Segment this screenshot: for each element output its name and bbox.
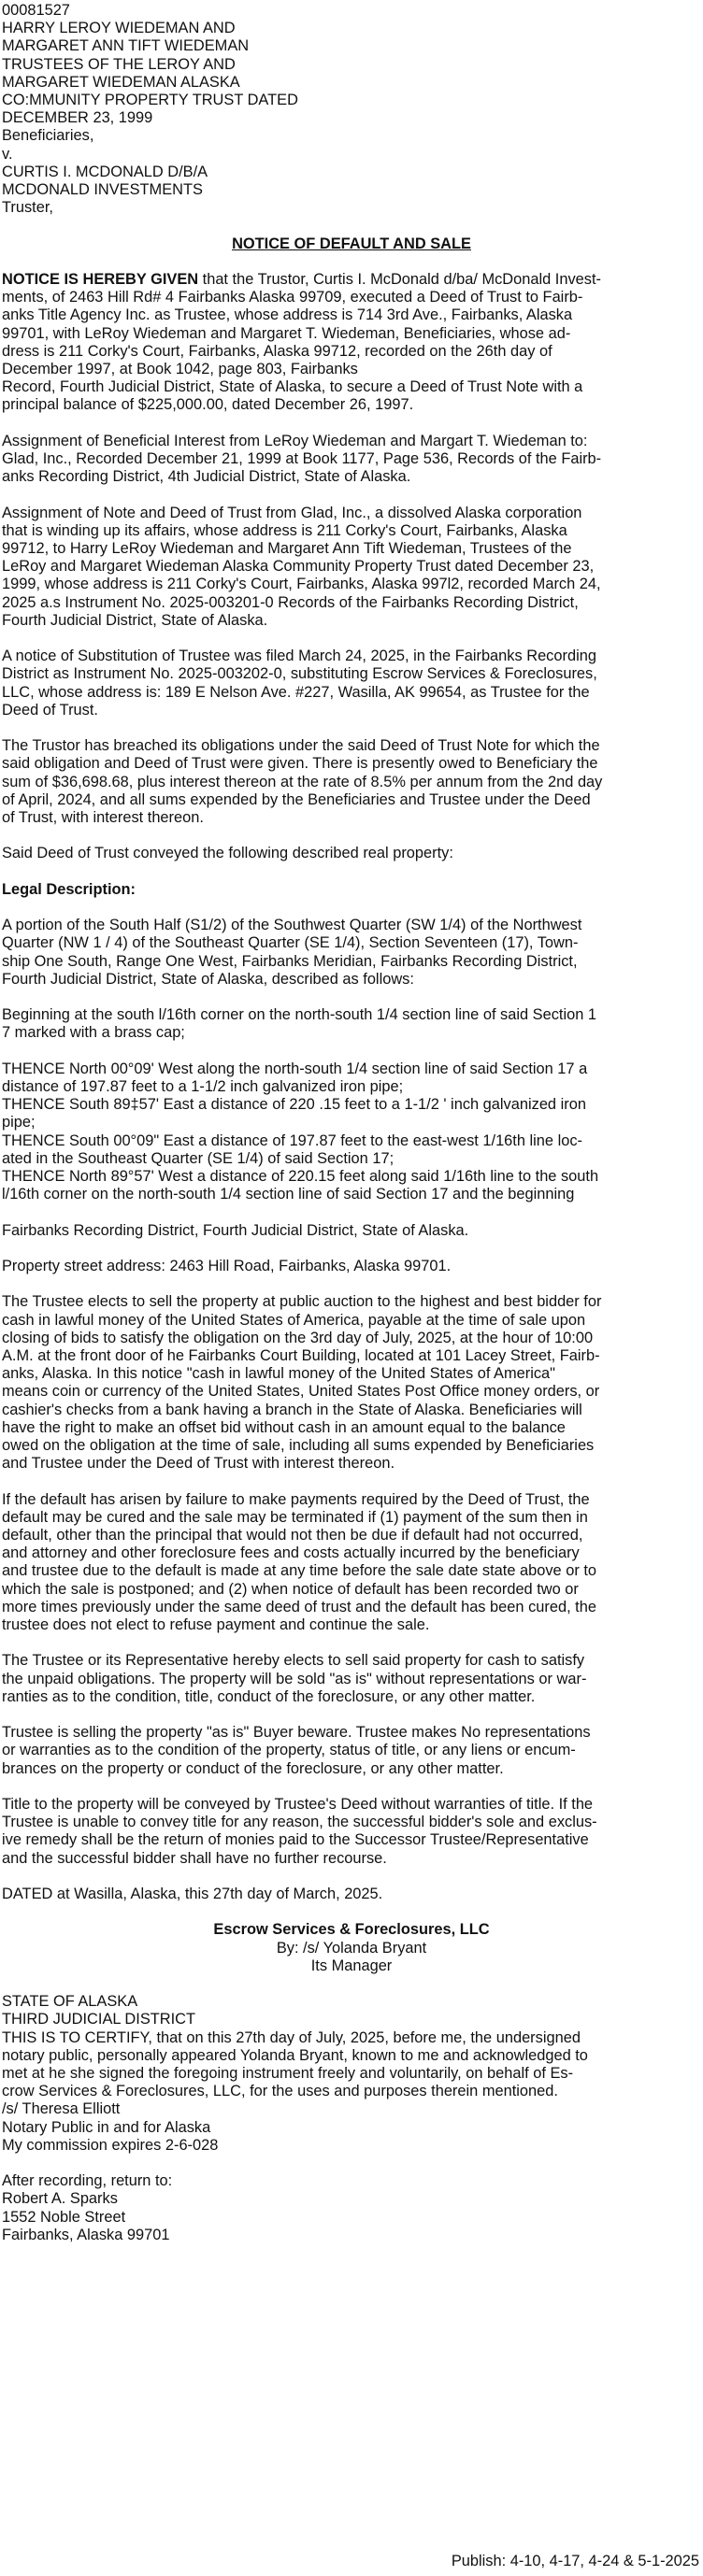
- caption-line: DECEMBER 23, 1999: [2, 109, 153, 127]
- paragraph-line: ive remedy shall be the return of monies paid to the Successor Trustee/Representative: [2, 1831, 589, 1849]
- paragraph-line: distance of 197.87 feet to a 1-1/2 inch galvanized iron pipe;: [2, 1078, 404, 1096]
- caption-line: HARRY LEROY WIEDEMAN AND: [2, 20, 236, 37]
- paragraph-line: Fourth Judicial District, State of Alaska.: [2, 611, 268, 629]
- paragraph-line: 7 marked with a brass cap;: [2, 1024, 185, 1042]
- paragraph-line: Title to the property will be conveyed by Trustee's Deed without warranties of title. If the: [2, 1796, 594, 1814]
- paragraph-line: Quarter (NW 1 / 4) of the Southeast Quarter (SE 1/4), Section Seventeen (17), Town-: [2, 934, 579, 952]
- signature-block: [2, 1921, 701, 1975]
- conveyed-statement: Said Deed of Trust conveyed the following described real property:: [2, 845, 453, 862]
- intro-lead: NOTICE IS HEREBY GIVEN: [2, 271, 199, 289]
- notary-line: met at he she signed the foregoing instrument freely and voluntarily, on behalf of Es-: [2, 2065, 574, 2083]
- legal-description-paragraph: [2, 917, 701, 989]
- paragraph-line: default may be cured and the sale may be terminated if (1) payment of the sum then in: [2, 1508, 588, 1526]
- intro-line: principal balance of $225,000.00, dated December 26, 1997.: [2, 396, 414, 414]
- notary-line: THIS IS TO CERTIFY, that on this 27th day of July, 2025, before me, the undersigned: [2, 2028, 581, 2046]
- paragraph-line: A notice of Substitution of Trustee was filed March 24, 2025, in the Fairbanks Recording: [2, 648, 596, 665]
- paragraph-line: default, other than the principal that would not then be due if default had not occurred,: [2, 1527, 583, 1544]
- intro-line: December 1997, at Book 1042, page 803, Fairbanks: [2, 361, 358, 378]
- paragraph-line: more times previously under the same deed of trust and the default has been cured, the: [2, 1598, 596, 1615]
- paragraph-line: If the default has arisen by failure to make payments required by the Deed of Trust, the: [2, 1490, 590, 1508]
- paragraph-line: the unpaid obligations. The property will be sold "as is" without representations or war-: [2, 1670, 587, 1687]
- paragraph-line: brances on the property or conduct of the foreclosure, or any other matter.: [2, 1759, 504, 1777]
- paragraph-line: THENCE North 89°57' West a distance of 220.15 feet along said 1/16th line to the south: [2, 1168, 599, 1186]
- notary-block: [2, 1993, 701, 2155]
- paragraph-line: of Trust, with interest thereon.: [2, 809, 204, 827]
- caption-line: MCDONALD INVESTMENTS: [2, 181, 203, 199]
- return-line: Fairbanks, Alaska 99701: [2, 2226, 170, 2243]
- paragraph-line: cashier's checks from a bank having a branch in the State of Alaska. Beneficiaries will: [2, 1401, 582, 1418]
- signature-role: Its Manager: [310, 1957, 393, 1974]
- paragraph-line: Deed of Trust.: [2, 701, 98, 719]
- paragraph-line: THENCE South 89‡57' East a distance of 220 .15 feet to a 1-1/2 ' inch galvanized iron: [2, 1096, 586, 1114]
- recording-district: Fairbanks Recording District, Fourth Judicial District, State of Alaska.: [2, 1221, 469, 1239]
- paragraph-line: Beginning at the south l/16th corner on the north-south 1/4 section line of said Section 1: [2, 1006, 597, 1024]
- paragraph-line: owed on the obligation at the time of sale, including all sums expended by Beneficiaries: [2, 1437, 595, 1455]
- paragraph-line: anks Recording District, 4th Judicial District, State of Alaska.: [2, 468, 411, 486]
- caption-line: CO:MMUNITY PROPERTY TRUST DATED: [2, 92, 298, 109]
- signature-company: Escrow Services & Foreclosures, LLC: [213, 1921, 490, 1939]
- caption-line: Beneficiaries,: [2, 127, 94, 145]
- paragraph-line: ated in the Southeast Quarter (SE 1/4) of said Section 17;: [2, 1149, 395, 1167]
- paragraph-line: The Trustee or its Representative hereby elects to sell said property for cash to satisfy: [2, 1652, 585, 1670]
- paragraph-line: closing of bids to satisfy the obligation on the 3rd day of July, 2025, at the hour of 10:00: [2, 1329, 594, 1346]
- caption-line: v.: [2, 145, 13, 163]
- return-line: Robert A. Sparks: [2, 2190, 118, 2208]
- breach-paragraph: [2, 737, 701, 827]
- return-line: After recording, return to:: [2, 2172, 173, 2190]
- publish-dates: Publish: 4-10, 4-17, 4-24 & 5-1-2025: [451, 2552, 699, 2569]
- legal-description-heading: Legal Description:: [2, 880, 136, 898]
- paragraph-line: 1999, whose address is 211 Corky's Court, Fairbanks, Alaska 997l2, recorded March 24,: [2, 576, 601, 593]
- paragraph-line: THENCE South 00°09" East a distance of 197.87 feet to the east-west 1/16th line loc-: [2, 1131, 583, 1149]
- caption-line: TRUSTEES OF THE LEROY AND: [2, 55, 236, 73]
- paragraph-line: Assignment of Note and Deed of Trust from Glad, Inc., a dissolved Alaska corporation: [2, 504, 582, 521]
- paragraph-line: ranties as to the condition, title, conduct of the foreclosure, or any other matter.: [2, 1687, 536, 1705]
- paragraph-line: have the right to make an offset bid without cash in an amount equal to the balance: [2, 1418, 566, 1436]
- paragraph-line: ship One South, Range One West, Fairbanks Meridian, Fairbanks Recording District,: [2, 952, 578, 970]
- paragraph-line: LeRoy and Margaret Wiedeman Alaska Community Property Trust dated December 23,: [2, 558, 595, 576]
- caption-line: MARGARET WIEDEMAN ALASKA: [2, 73, 240, 91]
- return-line: 1552 Noble Street: [2, 2208, 126, 2226]
- paragraph-line: which the sale is postponed; and (2) when notice of default has been recorded two or: [2, 1580, 579, 1598]
- caption-line: MARGARET ANN TIFT WIEDEMAN: [2, 37, 250, 55]
- paragraph-line: or warranties as to the condition of the property, status of title, or any liens or encum-: [2, 1742, 576, 1759]
- sale-terms-paragraph: [2, 1293, 701, 1473]
- intro-line: dress is 211 Corky's Court, Fairbanks, Alaska 99712, recorded on the 26th day of: [2, 342, 552, 360]
- paragraph-line: THENCE North 00°09' West along the north-south 1/4 section line of said Section 17 a: [2, 1060, 588, 1077]
- caption-line: CURTIS I. MCDONALD D/B/A: [2, 163, 208, 180]
- return-address-block: [2, 2172, 701, 2244]
- paragraph-line: A portion of the South Half (S1/2) of the Southwest Quarter (SW 1/4) of the Northwest: [2, 917, 582, 934]
- courses-paragraph: [2, 1060, 701, 1204]
- intro-line: ments, of 2463 Hill Rd# 4 Fairbanks Alaska 99709, executed a Deed of Trust to Fairb-: [2, 289, 583, 306]
- paragraph-line: District as Instrument No. 2025-003202-0, substituting Escrow Services & Foreclosures,: [2, 665, 597, 683]
- substitution-paragraph: [2, 648, 701, 719]
- paragraph-line: anks, Alaska. In this notice "cash in lawful money of the United States of America": [2, 1365, 555, 1383]
- title-conveyance-paragraph: [2, 1796, 701, 1868]
- paragraph-line: The Trustee elects to sell the property at public auction to the highest and best bidder for: [2, 1293, 602, 1311]
- intro-line: anks Title Agency Inc. as Trustee, whose address is 714 3rd Ave., Fairbanks, Alaska: [2, 306, 573, 324]
- paragraph-line: 2025 a.s Instrument No. 2025-003201-0 Records of the Fairbanks Recording District,: [2, 593, 579, 611]
- notary-line: Notary Public in and for Alaska: [2, 2118, 211, 2136]
- paragraph-line: pipe;: [2, 1114, 36, 1131]
- beginning-paragraph: [2, 1006, 701, 1042]
- street-address: Property street address: 2463 Hill Road, Fairbanks, Alaska 99701.: [2, 1258, 452, 1275]
- paragraph-line: Trustee is unable to convey title for any reason, the successful bidder's sole and exclus-: [2, 1814, 597, 1831]
- paragraph-line: cash in lawful money of the United States of America, payable at the time of sale upon: [2, 1311, 586, 1329]
- intro-line: that the Trustor, Curtis I. McDonald d/ba/ McDonald Invest-: [198, 271, 601, 289]
- intro-paragraph: [2, 271, 701, 415]
- caption-line: 00081527: [2, 2, 70, 19]
- notary-line: My commission expires 2-6-028: [2, 2136, 219, 2154]
- paragraph-line: A.M. at the front door of he Fairbanks Court Building, located at 101 Lacey Street, Fairb-: [2, 1347, 600, 1365]
- paragraph-line: The Trustor has breached its obligations under the said Deed of Trust Note for which the: [2, 737, 600, 755]
- paragraph-line: said obligation and Deed of Trust were given. There is presently owed to Beneficiary the: [2, 755, 598, 773]
- buyer-beware-paragraph: [2, 1724, 701, 1778]
- intro-line: Record, Fourth Judicial District, State of Alaska, to secure a Deed of Trust Note with a: [2, 378, 583, 396]
- paragraph-line: of April, 2024, and all sums expended by the Beneficiaries and Trustee under the Deed: [2, 790, 591, 808]
- paragraph-line: l/16th corner on the north-south 1/4 section line of said Section 17 and the beginning: [2, 1186, 575, 1203]
- paragraph-line: trustee does not elect to refuse payment and continue the sale.: [2, 1616, 430, 1634]
- paragraph-line: Assignment of Beneficial Interest from LeRoy Wiedeman and Margart T. Wiedeman to:: [2, 432, 588, 449]
- paragraph-line: sum of $36,698.68, plus interest thereon at the rate of 8.5% per annum from the 2nd day: [2, 773, 603, 790]
- paragraph-line: and trustee due to the default is made at any time before the sale date state above or to: [2, 1562, 597, 1580]
- caption-line: Truster,: [2, 199, 53, 217]
- paragraph-line: Fourth Judicial District, State of Alaska, described as follows:: [2, 970, 414, 988]
- paragraph-line: 99712, to Harry LeRoy Wiedeman and Margaret Ann Tift Wiedeman, Trustees of the: [2, 540, 572, 558]
- paragraph-line: Glad, Inc., Recorded December 21, 1999 at Book 1177, Page 536, Records of the Fairb-: [2, 450, 602, 468]
- notary-line: /s/ Theresa Elliott: [2, 2100, 121, 2118]
- paragraph-line: means coin or currency of the United States, United States Post Office money orders, or: [2, 1383, 600, 1401]
- paragraph-line: LLC, whose address is: 189 E Nelson Ave. #227, Wasilla, AK 99654, as Trustee for the: [2, 683, 590, 701]
- notice-title: NOTICE OF DEFAULT AND SALE: [232, 235, 471, 252]
- assignment-note-paragraph: [2, 505, 701, 630]
- paragraph-line: Trustee is selling the property "as is" Buyer beware. Trustee makes No representations: [2, 1724, 591, 1742]
- notary-line: notary public, personally appeared Yolanda Bryant, known to me and acknowledged to: [2, 2046, 588, 2064]
- notary-line: crow Services & Foreclosures, LLC, for the uses and purposes therein mentioned.: [2, 2083, 558, 2100]
- paragraph-line: and attorney and other foreclosure fees and costs actually incurred by the beneficiary: [2, 1544, 580, 1562]
- paragraph-line: that is winding up its affairs, whose address is 211 Corky's Court, Fairbanks, Alaska: [2, 521, 567, 539]
- intro-line: 99701, with LeRoy Wiedeman and Margaret T. Wiedeman, Beneficiaries, whose ad-: [2, 324, 571, 342]
- notary-line: THIRD JUDICIAL DISTRICT: [2, 2011, 196, 2028]
- paragraph-line: and Trustee under the Deed of Trust with interest thereon.: [2, 1455, 395, 1473]
- dated-line: DATED at Wasilla, Alaska, this 27th day of March, 2025.: [2, 1886, 383, 1903]
- as-is-paragraph: [2, 1652, 701, 1706]
- paragraph-line: and the successful bidder shall have no further recourse.: [2, 1849, 387, 1867]
- signature-by: By: /s/ Yolanda Bryant: [276, 1939, 427, 1957]
- assignment-interest-paragraph: [2, 433, 701, 487]
- cure-paragraph: [2, 1491, 701, 1635]
- case-caption: [2, 2, 701, 217]
- notary-line: STATE OF ALASKA: [2, 1993, 138, 2011]
